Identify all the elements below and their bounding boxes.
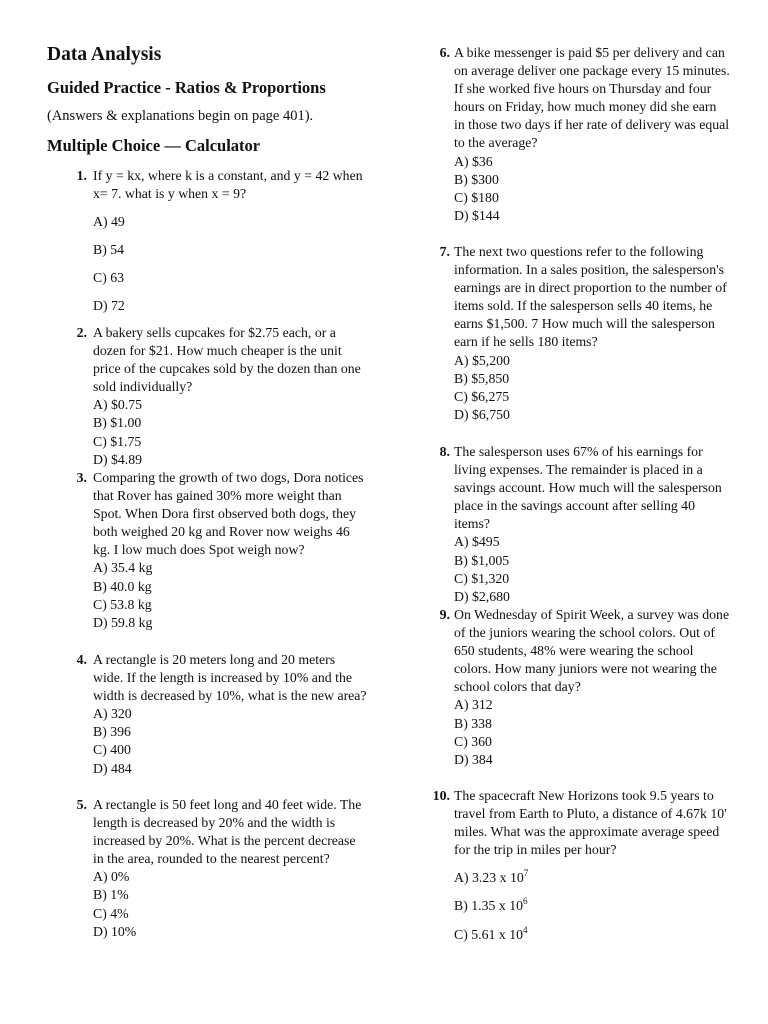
option-b[interactable]: B) 396 [93,724,131,740]
question-7 [430,243,730,424]
option-d[interactable]: D) $144 [454,207,500,223]
page-subtitle: Guided Practice - Ratios & Proportions [47,78,326,97]
question-3 [47,469,367,632]
option-d[interactable]: D) $6,750 [454,406,510,422]
option-a[interactable]: A) 35.4 kg [93,560,153,576]
question-10 [430,787,730,944]
answer-options [93,705,367,777]
option-a[interactable]: A) 49 [93,214,125,230]
option-c[interactable]: C) 400 [93,742,131,758]
exponent: 4 [522,924,528,935]
question-number: 5. [76,797,87,812]
question-text: The salesperson uses 67% of his earnings for living expenses. The remainder is placed in a savings account. How much will the salesperson place in the savings account after selling 40 items? [454,444,722,532]
question-number: 6. [439,45,450,60]
question-number: 2. [76,325,87,340]
option-b[interactable]: B) $300 [454,171,499,187]
question-text: A bike messenger is paid $5 per delivery and can on average deliver one package every 15 minutes. If she worked five hours on Thursday and four hours on Friday, how much money did she earn in those two days if her rate of delivery was equal to the average? [454,45,730,151]
option-c[interactable]: C) $180 [454,189,499,205]
option-c[interactable]: C) $6,275 [454,388,510,404]
option-b[interactable]: B) 338 [454,715,492,731]
question-number: 3. [76,470,87,485]
option-d[interactable]: D) 10% [93,923,137,939]
section-heading: Multiple Choice — Calculator [47,136,261,155]
option-a[interactable]: A) $5,200 [454,352,510,368]
option-b[interactable]: B) $5,850 [454,370,510,386]
option-d[interactable]: D) 384 [454,751,493,767]
question-6 [430,44,730,225]
option-a[interactable]: A) 3.23 x $10^7$ [454,868,529,886]
option-a[interactable]: A) 320 [93,706,132,722]
option-c[interactable]: C) 360 [454,733,492,749]
question-text: On Wednesday of Spirit Week, a survey was done of the juniors wearing the school colors. Out of 650 students, 48% were wearing the school colors. How many juniors were not wearing the school colors that day? [454,607,730,695]
question-number: 10. [432,788,450,803]
question-2 [47,324,367,469]
question-1 [47,167,367,316]
option-b[interactable]: B) $1.00 [93,415,142,431]
answer-options [93,868,367,940]
option-d[interactable]: D) $4.89 [93,451,143,467]
question-text: A bakery sells cupcakes for $2.75 each, or a dozen for $21. How much cheaper is the unit price of the cupcakes sold by the dozen than one sold individually? [93,325,361,395]
option-c[interactable]: C) 63 [93,270,125,286]
question-text: The next two questions refer to the following information. In a sales position, the salesperson's earnings are in direct proportion to the number of items sold. If the salesperson sells 40 items, he earns $1,500. 7 How much will the salesperson earn if he sells 180 items? [454,244,727,350]
question-number: 8. [439,444,450,459]
answer-options [93,396,367,468]
question-number: 1. [76,168,87,183]
answer-options [454,696,730,768]
option-c[interactable]: C) $1,320 [454,570,510,586]
question-number: 4. [76,652,87,667]
question-4 [47,651,367,778]
option-d[interactable]: D) 59.8 kg [93,614,153,630]
question-text: A rectangle is 20 meters long and 20 meters wide. If the length is increased by 10% and the width is decreased by 10%, what is the new area? [93,652,367,704]
answer-options [454,352,730,424]
option-c[interactable]: C) 4% [93,905,129,921]
question-text: A rectangle is 50 feet long and 40 feet wide. The length is decreased by 20% and the width is increased by 20%. What is the percent decrease in the area, rounded to the nearest percent? [93,797,362,867]
option-d[interactable]: D) 484 [93,760,132,776]
option-d[interactable]: D) 72 [93,298,125,314]
question-text: The spacecraft New Horizons took 9.5 years to travel from Earth to Pluto, a distance of 4.67k 10' miles. What was the approximate average speed for the trip in miles per hour? [454,788,727,858]
question-number: 9. [439,607,450,622]
question-text: If y = kx, where k is a constant, and y = 42 when x= 7. what is y when x = 9? [93,168,363,202]
answer-options [93,213,367,315]
option-a[interactable]: A) $36 [454,153,493,169]
answer-options [93,559,367,631]
answer-options [454,153,730,225]
option-a[interactable]: A) 0% [93,869,130,885]
option-b[interactable]: B) 1.35 x $10^6$ [454,896,528,914]
option-c[interactable]: C) 5.61 x $10^4$ [454,924,528,942]
option-c[interactable]: C) $1.75 [93,433,142,449]
page-title: Data Analysis [47,44,162,65]
option-a[interactable]: A) 312 [454,697,493,713]
option-d[interactable]: D) $2,680 [454,588,510,604]
exponent: 7 [523,868,529,879]
option-b[interactable]: B) 1% [93,887,129,903]
answer-options [454,533,730,605]
option-b[interactable]: B) $1,005 [454,552,510,568]
question-8 [430,443,730,606]
question-9 [430,606,730,769]
question-5 [47,796,367,941]
question-text: Comparing the growth of two dogs, Dora notices that Rover has gained 30% more weight than Spot. When Dora first observed both dogs, they both weighed 20 kg and Rover now weighs 46 kg. I low much does Spot weigh now? [93,470,364,558]
answers-note: (Answers & explanations begin on page 401). [47,108,314,124]
question-number: 7. [439,244,450,259]
option-c[interactable]: C) 53.8 kg [93,596,152,612]
answer-options [454,869,730,943]
exponent: 6 [522,896,528,907]
option-a[interactable]: A) $0.75 [93,397,143,413]
option-b[interactable]: B) 54 [93,242,125,258]
option-a[interactable]: A) $495 [454,534,500,550]
option-b[interactable]: B) 40.0 kg [93,578,152,594]
